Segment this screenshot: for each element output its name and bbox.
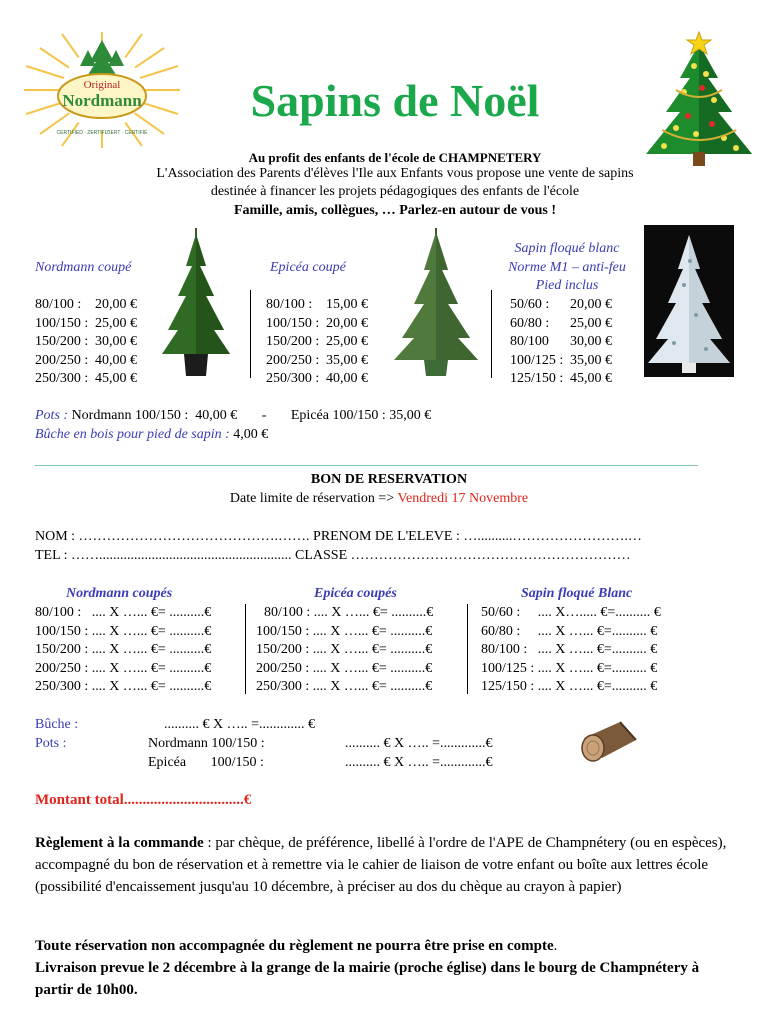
section-divider xyxy=(35,465,698,466)
price-value: 40,00 € xyxy=(326,371,368,386)
tel-field[interactable]: TEL : ……....................................................... CLASSE …………………………………………………… xyxy=(35,548,631,563)
price-row xyxy=(35,352,137,371)
price-row xyxy=(266,296,368,315)
price-row xyxy=(35,315,137,334)
pots-text: Nordmann 100/150 : 40,00 € - Epicéa 100/150 : 35,00 € xyxy=(71,408,432,423)
buche-price: 4,00 € xyxy=(233,427,269,442)
form-buche-line[interactable]: .......... € X ….. =............. € xyxy=(164,717,316,732)
price-row xyxy=(510,352,612,371)
form-buche-label: Bûche : xyxy=(35,717,79,732)
size-label: 150/200 : xyxy=(266,334,320,349)
size-label: 80/100 : xyxy=(266,297,313,312)
price-row xyxy=(510,315,612,334)
price-value: 35,00 € xyxy=(570,352,612,368)
price-row xyxy=(266,315,368,334)
size-label: 100/150 : xyxy=(266,315,320,331)
divider xyxy=(245,604,246,694)
order-row[interactable]: 250/300 : .... X …... €= ..........€ xyxy=(256,679,433,694)
price-row xyxy=(35,333,137,352)
log-icon xyxy=(580,714,640,766)
page-title: Sapins de Noël xyxy=(250,75,540,126)
order-row[interactable]: 50/60 : .... X…..... €=.......... € xyxy=(481,605,661,620)
price-row xyxy=(266,370,368,389)
size-label: 100/150 : xyxy=(35,315,89,331)
order-row[interactable]: 80/100 : .... X …... €= ..........€ xyxy=(264,605,434,620)
price-value: 20,00 € xyxy=(326,315,368,331)
form-col-title-epicea: Epicéa coupés xyxy=(314,586,397,601)
order-row[interactable]: 150/200 : .... X …... €= ..........€ xyxy=(256,642,433,657)
christmas-tree-icon xyxy=(636,30,762,170)
size-label: 250/300 : xyxy=(35,371,89,386)
intro-line-1: Au profit des enfants de l'école de CHAMPNETERY xyxy=(248,150,542,165)
price-row xyxy=(510,370,612,389)
epicea-price-title: Epicéa coupé xyxy=(270,260,346,275)
order-row[interactable]: 150/200 : .... X …... €= ..........€ xyxy=(35,642,212,657)
intro-line-3: destinée à financer les projets pédagogiques des enfants de l'école xyxy=(210,184,580,199)
name-field[interactable]: NOM : …………………………………….……. PRENOM DE L'ELEVE : …..........…………………….… xyxy=(35,529,642,544)
buche-label: Bûche en bois pour pied de sapin : xyxy=(35,427,230,442)
order-row[interactable]: 80/100 : .... X …... €=.......... € xyxy=(481,642,658,657)
divider xyxy=(250,290,251,378)
form-epicea-rows xyxy=(256,604,433,697)
price-row xyxy=(510,333,612,352)
form-pots-nordmann-line[interactable]: .......... € X ….. =.............€ xyxy=(345,736,493,751)
size-label: 80/100 xyxy=(510,334,549,349)
pots-line xyxy=(35,408,431,424)
floque-title-line-3: Pied inclus xyxy=(535,278,599,293)
logo-top-text: Original xyxy=(83,79,121,91)
size-label: 150/200 : xyxy=(35,334,89,349)
notice-1: Toute réservation non accompagnée du règlement ne pourra être prise en compte xyxy=(35,938,554,954)
order-row[interactable]: 200/250 : .... X …... €= ..........€ xyxy=(35,660,212,676)
nordmann-tree-photo xyxy=(158,226,234,378)
form-pots-epicea-line[interactable]: .......... € X ….. =.............€ xyxy=(345,755,493,770)
intro-line-4: Famille, amis, collègues, … Parlez-en autour de vous ! xyxy=(233,203,557,218)
divider xyxy=(491,290,492,378)
price-value: 30,00 € xyxy=(95,334,137,349)
nordmann-price-title: Nordmann coupé xyxy=(35,260,132,275)
size-label: 200/250 : xyxy=(266,352,320,368)
flocked-tree-photo xyxy=(644,225,734,377)
price-value: 20,00 € xyxy=(570,297,612,312)
price-row xyxy=(510,296,612,315)
size-label: 50/60 : xyxy=(510,297,550,312)
total-amount-field[interactable]: Montant total................................€ xyxy=(35,792,252,808)
size-label: 100/125 : xyxy=(510,352,564,368)
payment-paragraph xyxy=(35,832,735,898)
size-label: 200/250 : xyxy=(35,352,89,368)
payment-bold: Règlement à la commande xyxy=(35,835,204,851)
order-row[interactable]: 200/250 : .... X …... €= ..........€ xyxy=(256,660,433,676)
price-value: 40,00 € xyxy=(95,352,137,368)
order-row[interactable]: 250/300 : .... X …... €= ..........€ xyxy=(35,679,212,694)
form-floque-rows xyxy=(481,604,661,697)
form-col-title-floque: Sapin floqué Blanc xyxy=(521,586,633,601)
form-col-title-nordmann: Nordmann coupés xyxy=(66,586,173,601)
size-label: 125/150 : xyxy=(510,371,564,386)
size-label: 80/100 : xyxy=(35,297,82,312)
order-row[interactable]: 100/150 : .... X …... €= ..........€ xyxy=(256,623,433,639)
price-value: 15,00 € xyxy=(326,297,368,312)
payment-text: : par chèque, de préférence, libellé à l'ordre de l'APE de Champnétery (ou en espèces), accompagné du bon de réservation et à remettre via le cahier de liaison de votre enfant ou boîte aux lettres école (possibilité d'encaissement jusqu'au 10 décembre, à préciser au dos du chèque au crayon à papier) xyxy=(35,835,727,895)
notice-2: Livraison prevue le 2 décembre à la grange de la mairie (proche église) dans le bourg de Champnétery à partir de 10h00. xyxy=(35,960,700,998)
form-pots-label: Pots : xyxy=(35,736,67,751)
order-row[interactable]: 100/125 : .... X …... €=.......... € xyxy=(481,660,658,676)
price-value: 45,00 € xyxy=(95,371,137,386)
floque-title-line-1: Sapin floqué blanc xyxy=(514,241,620,256)
deadline-line xyxy=(0,491,758,507)
price-value: 25,00 € xyxy=(95,315,137,331)
form-pots-epicea-label: Epicéa 100/150 : xyxy=(148,755,264,770)
epicea-price-table xyxy=(266,296,368,389)
notice-1-end: . xyxy=(553,938,558,954)
order-row[interactable]: 100/150 : .... X …... €= ..........€ xyxy=(35,623,212,639)
deadline-value: Vendredi 17 Novembre xyxy=(397,491,529,506)
price-row xyxy=(35,296,137,315)
floque-price-table xyxy=(510,296,612,389)
price-row xyxy=(266,333,368,352)
price-value: 25,00 € xyxy=(570,315,612,331)
logo-main-text: Nordmann xyxy=(62,91,142,110)
price-value: 35,00 € xyxy=(326,352,368,368)
size-label: 250/300 : xyxy=(266,371,320,386)
floque-title-line-2: Norme M1 – anti-feu xyxy=(508,259,626,275)
intro-line-2: L'Association des Parents d'élèves l'Ile aux Enfants vous propose une vente de sapins xyxy=(156,166,634,181)
notice-paragraph xyxy=(35,935,735,1001)
size-label: 60/80 : xyxy=(510,315,550,331)
price-value: 20,00 € xyxy=(95,297,137,312)
price-value: 25,00 € xyxy=(326,334,368,349)
order-row[interactable]: 60/80 : .... X …... €=.......... € xyxy=(481,623,658,639)
price-value: 30,00 € xyxy=(570,334,612,349)
order-row[interactable]: 125/150 : .... X …... €=.......... € xyxy=(481,679,658,694)
order-row[interactable]: 80/100 : .... X …... €= ..........€ xyxy=(35,605,212,620)
divider xyxy=(467,604,468,694)
form-heading: BON DE RESERVATION xyxy=(310,472,468,487)
form-pots-nordmann-label: Nordmann 100/150 : xyxy=(148,736,265,751)
price-row xyxy=(35,370,137,389)
epicea-tree-photo xyxy=(390,226,482,378)
logo-seal-text: CERTIFIED · ZERTIFIZIERT · CERTIFIÉ xyxy=(56,130,148,136)
price-value: 45,00 € xyxy=(570,371,612,386)
pots-label: Pots : xyxy=(35,408,69,423)
form-nordmann-rows xyxy=(35,604,211,697)
deadline-label: Date limite de réservation => xyxy=(229,491,395,506)
price-row xyxy=(266,352,368,371)
floque-price-title xyxy=(492,240,642,296)
nordmann-price-table xyxy=(35,296,137,389)
buche-price-line xyxy=(35,427,268,443)
